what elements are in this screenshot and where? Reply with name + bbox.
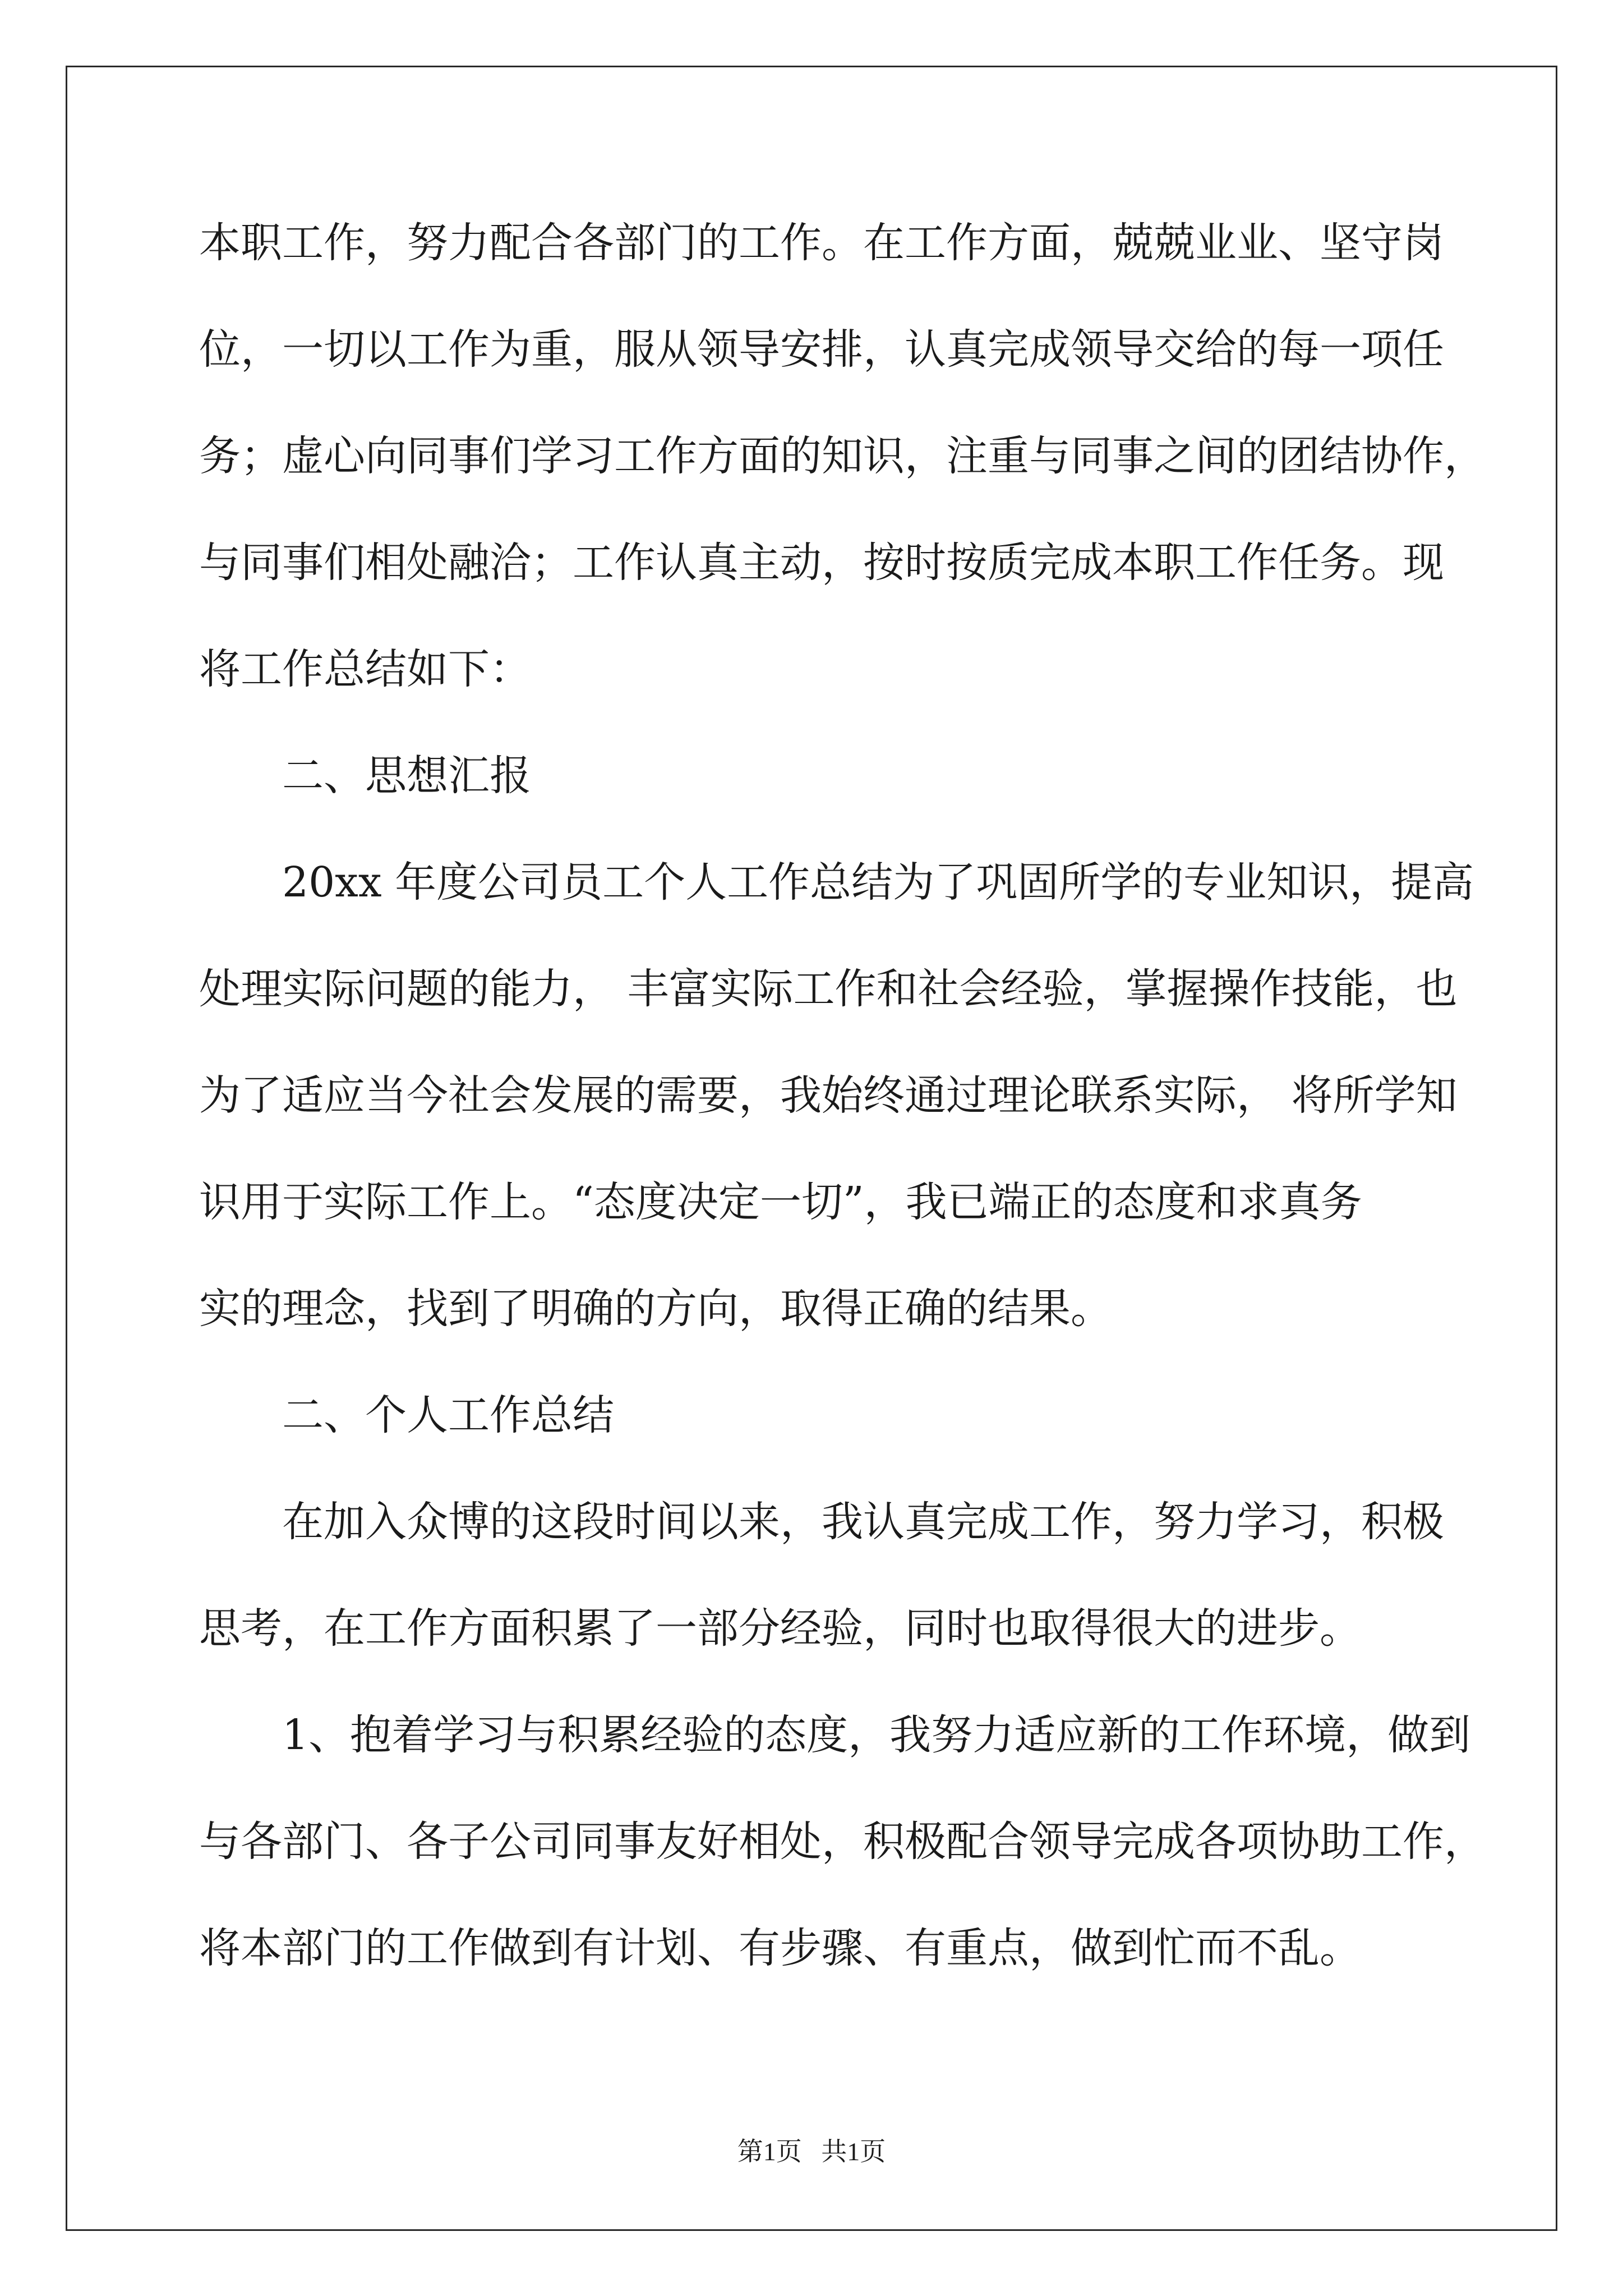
- section-heading: 二、个人工作总结: [282, 1391, 614, 1439]
- paragraph-line: 1、抱着学习与积累经验的态度，我努力适应新的工作环境，做到: [282, 1711, 1471, 1759]
- page-border: [66, 66, 1557, 2231]
- paragraph-line: 为了适应当今社会发展的需要，我始终通过理论联系实际， 将所学知: [199, 1071, 1458, 1120]
- paragraph-line: 处理实际问题的能力， 丰富实际工作和社会经验，掌握操作技能，也: [199, 965, 1458, 1013]
- paragraph-line: 将本部门的工作做到有计划、有步骤、有重点，做到忙而不乱。: [199, 1924, 1361, 1972]
- paragraph-line: 实的理念，找到了明确的方向，取得正确的结果。: [199, 1285, 1112, 1333]
- paragraph-line: 本职工作，努力配合各部门的工作。在工作方面，兢兢业业、坚守岗: [199, 219, 1444, 267]
- paragraph-line: 思考，在工作方面积累了一部分经验，同时也取得很大的进步。: [199, 1604, 1361, 1653]
- section-heading: 二、思想汇报: [282, 752, 531, 800]
- paragraph-line: 在加入众博的这段时间以来，我认真完成工作，努力学习，积极: [282, 1498, 1444, 1546]
- paragraph-line: 20xx 年度公司员工个人工作总结为了巩固所学的专业知识，提高: [282, 858, 1474, 907]
- paragraph-line: 将工作总结如下：: [199, 645, 531, 693]
- paragraph-line: 与同事们相处融洽；工作认真主动，按时按质完成本职工作任务。现: [199, 539, 1444, 587]
- page-footer: 第1页 共1页: [737, 2137, 886, 2166]
- paragraph-line: 位，一切以工作为重，服从领导安排，认真完成领导交给的每一项任: [199, 325, 1444, 374]
- paragraph-line: 与各部门、各子公司同事友好相处，积极配合领导完成各项协助工作，: [199, 1818, 1486, 1866]
- paragraph-line: 识用于实际工作上。“态度决定一切”，我已端正的态度和求真务: [199, 1178, 1362, 1226]
- paragraph-line: 务；虚心向同事们学习工作方面的知识，注重与同事之间的团结协作，: [199, 432, 1486, 480]
